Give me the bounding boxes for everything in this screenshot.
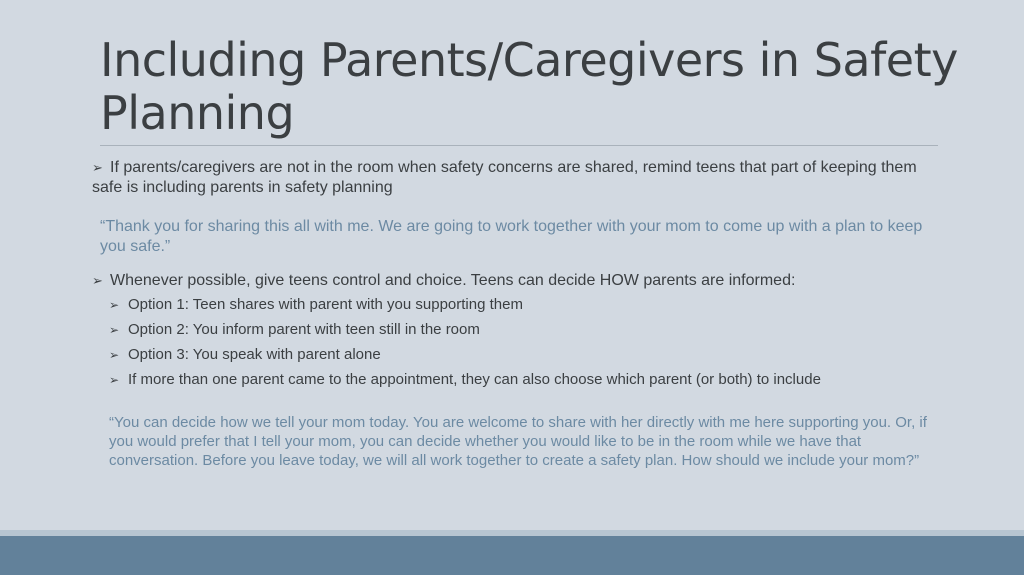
- option-text: Option 1: Teen shares with parent with you supporting them: [128, 296, 523, 313]
- option-item: [109, 320, 929, 340]
- bullet-1: [92, 158, 922, 198]
- option-text: Option 2: You inform parent with teen still in the room: [128, 321, 480, 338]
- arrowhead-bullet-icon: ➢: [109, 348, 120, 362]
- arrowhead-bullet-icon: ➢: [92, 273, 103, 288]
- title-divider: [100, 145, 938, 146]
- footer-band: [0, 536, 1024, 575]
- bullet-2: [92, 271, 922, 291]
- option-item: [109, 370, 939, 390]
- quote-2: “You can decide how we tell your mom today. You are welcome to share with her directly with me here supporting you. Or, if you would prefer that I tell your mom, you can decide whether you would like to be in the room while we have that conversation. Before you leave today, we will all work together to create a safety plan. How should we include your mom?”: [109, 414, 927, 469]
- arrowhead-bullet-icon: ➢: [109, 373, 120, 387]
- option-item: [109, 295, 929, 315]
- bullet-1-text: If parents/caregivers are not in the room when safety concerns are shared, remind teens that part of keeping them safe is including parents in safety planning: [92, 159, 917, 196]
- arrowhead-bullet-icon: ➢: [92, 160, 103, 175]
- quote-1: “Thank you for sharing this all with me. We are going to work together with your mom to come up with a plan to keep you safe.”: [100, 218, 923, 255]
- arrowhead-bullet-icon: ➢: [109, 323, 120, 337]
- option-item: [109, 345, 929, 365]
- bullet-2-text: Whenever possible, give teens control and choice. Teens can decide HOW parents are informed:: [110, 272, 796, 289]
- slide-title: Including Parents/Caregivers in Safety Planning: [100, 33, 958, 140]
- option-text: Option 3: You speak with parent alone: [128, 346, 381, 363]
- option-text: If more than one parent came to the appointment, they can also choose which parent (or both) to include: [128, 371, 821, 388]
- arrowhead-bullet-icon: ➢: [109, 298, 120, 312]
